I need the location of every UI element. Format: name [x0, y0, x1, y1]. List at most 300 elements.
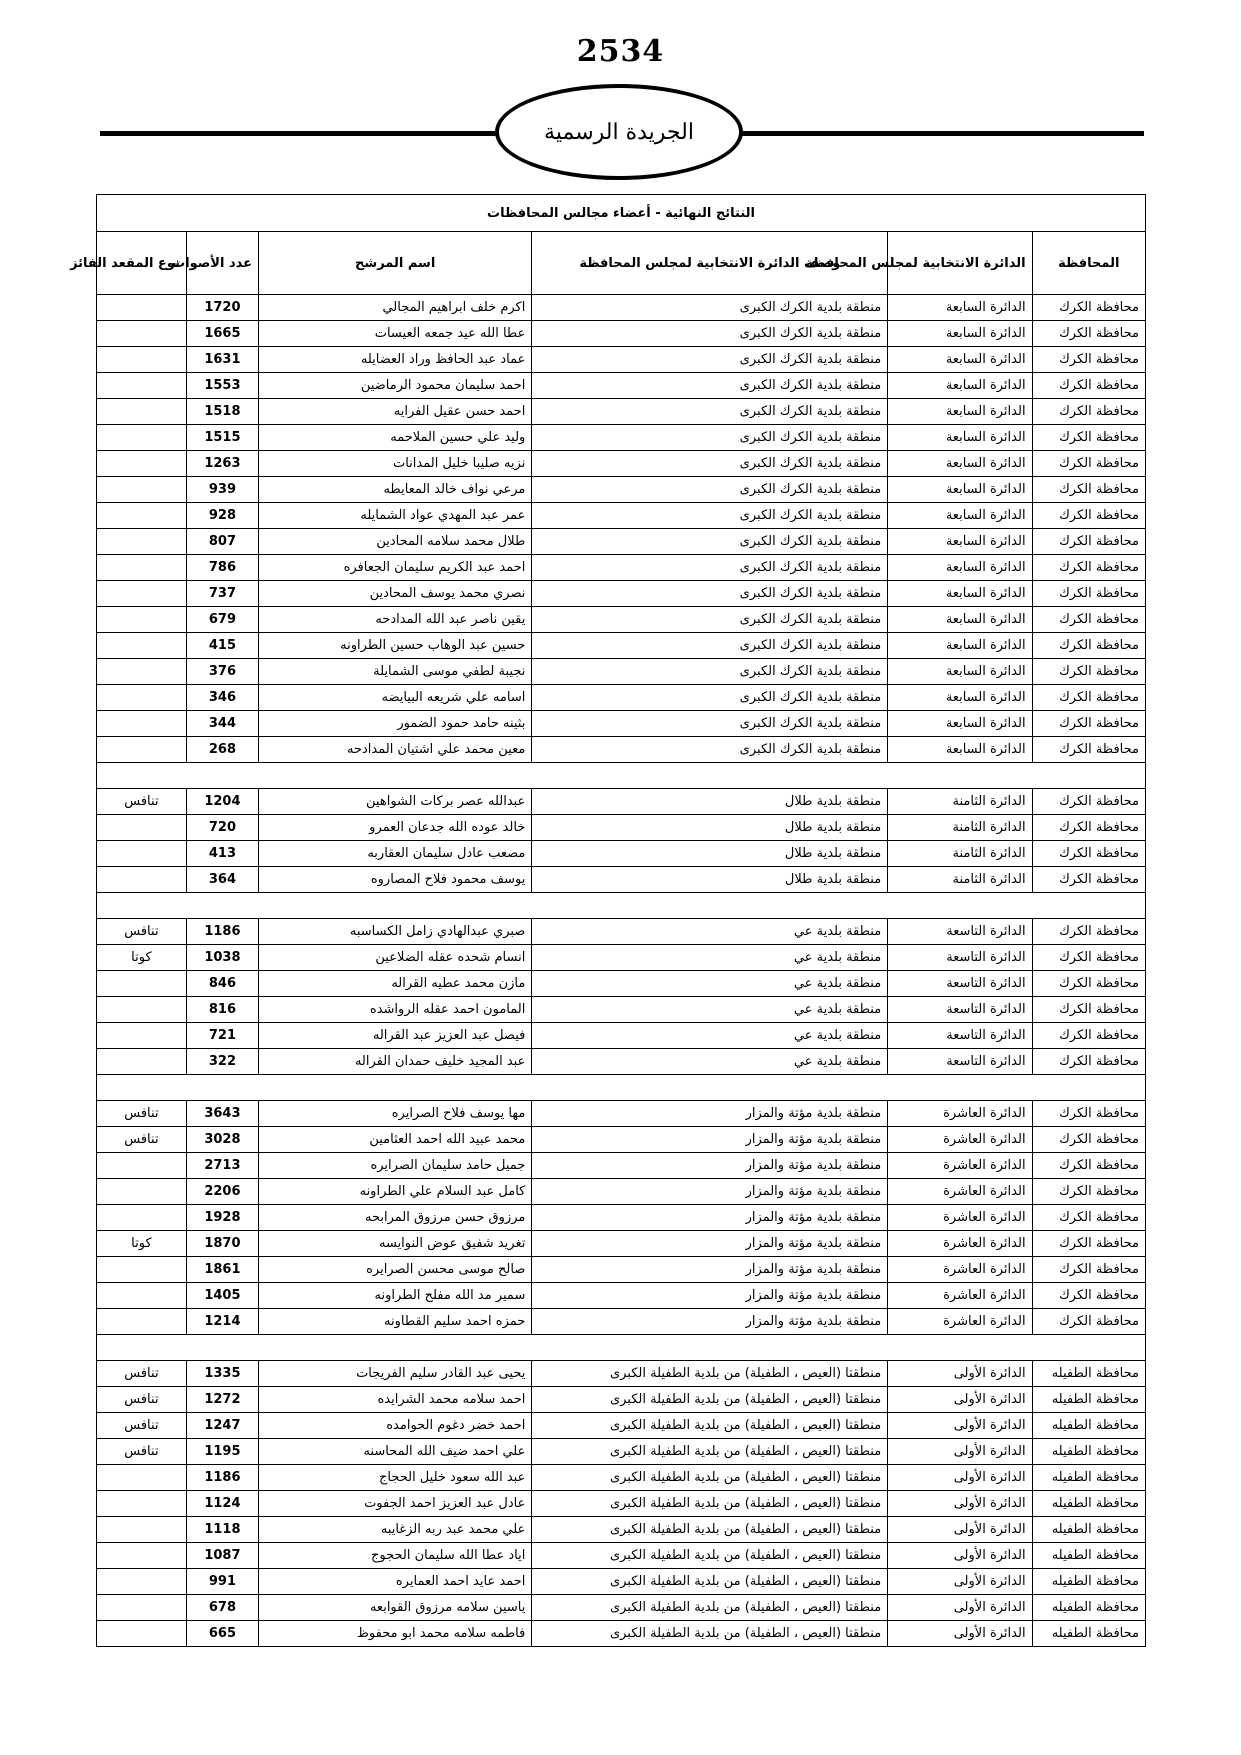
cell-district: الدائرة الأولى	[888, 1543, 1032, 1569]
table-row	[97, 1361, 1146, 1387]
cell-votes: 346	[186, 685, 258, 711]
cell-district: الدائرة الأولى	[888, 1439, 1032, 1465]
table-row	[97, 451, 1146, 477]
cell-district: الدائرة الثامنة	[888, 867, 1032, 893]
cell-area: منطقتا (العيص ، الطفيلة) من بلدية الطفيلة الكبرى	[532, 1621, 888, 1647]
cell-seat-type: كوتا	[97, 1231, 187, 1257]
cell-district: الدائرة السابعة	[888, 373, 1032, 399]
table-row	[97, 1517, 1146, 1543]
cell-governorate: محافظة الكرك	[1032, 529, 1145, 555]
cell-area: منطقة بلدية عي	[532, 997, 888, 1023]
table-row	[97, 633, 1146, 659]
cell-seat-type: تنافس	[97, 919, 187, 945]
cell-candidate: جميل حامد سليمان الصرايره	[259, 1153, 532, 1179]
cell-seat-type	[97, 659, 187, 685]
cell-governorate: محافظة الكرك	[1032, 633, 1145, 659]
cell-seat-type	[97, 477, 187, 503]
cell-area: منطقة بلدية طلال	[532, 841, 888, 867]
cell-candidate: المامون احمد عقله الرواشده	[259, 997, 532, 1023]
table-row	[97, 789, 1146, 815]
table-row	[97, 1023, 1146, 1049]
cell-votes: 1720	[186, 295, 258, 321]
cell-area: منطقة بلدية الكرك الكبرى	[532, 503, 888, 529]
cell-district: الدائرة الأولى	[888, 1387, 1032, 1413]
table-row	[97, 1621, 1146, 1647]
header-rule-left	[100, 131, 500, 136]
table-row	[97, 425, 1146, 451]
cell-candidate: صبري عبدالهادي زامل الكساسبه	[259, 919, 532, 945]
cell-seat-type	[97, 867, 187, 893]
cell-seat-type	[97, 711, 187, 737]
cell-seat-type	[97, 971, 187, 997]
cell-area: منطقة بلدية عي	[532, 971, 888, 997]
group-separator-cell	[97, 893, 1146, 919]
cell-area: منطقة بلدية الكرك الكبرى	[532, 399, 888, 425]
table-row	[97, 295, 1146, 321]
cell-votes: 344	[186, 711, 258, 737]
table-row	[97, 1465, 1146, 1491]
cell-district: الدائرة التاسعة	[888, 1049, 1032, 1075]
cell-votes: 376	[186, 659, 258, 685]
cell-votes: 1204	[186, 789, 258, 815]
cell-area: منطقة بلدية مؤتة والمزار	[532, 1231, 888, 1257]
cell-governorate: محافظة الطفيله	[1032, 1439, 1145, 1465]
cell-area: منطقتا (العيص ، الطفيلة) من بلدية الطفيلة الكبرى	[532, 1517, 888, 1543]
cell-governorate: محافظة الكرك	[1032, 1283, 1145, 1309]
cell-governorate: محافظة الطفيله	[1032, 1595, 1145, 1621]
cell-governorate: محافظة الكرك	[1032, 451, 1145, 477]
cell-district: الدائرة السابعة	[888, 581, 1032, 607]
cell-votes: 1861	[186, 1257, 258, 1283]
cell-seat-type: تنافس	[97, 1101, 187, 1127]
cell-district: الدائرة التاسعة	[888, 997, 1032, 1023]
cell-seat-type: تنافس	[97, 1439, 187, 1465]
cell-candidate: حمزه احمد سليم القطاونه	[259, 1309, 532, 1335]
cell-governorate: محافظة الكرك	[1032, 971, 1145, 997]
cell-votes: 1631	[186, 347, 258, 373]
header-district: الدائرة الانتخابية لمجلس المحافظة	[888, 232, 1032, 295]
cell-votes: 1928	[186, 1205, 258, 1231]
cell-district: الدائرة السابعة	[888, 347, 1032, 373]
cell-candidate: تغريد شفيق عوض النوايسه	[259, 1231, 532, 1257]
cell-governorate: محافظة الكرك	[1032, 1179, 1145, 1205]
cell-candidate: احمد حسن عقيل الفرايه	[259, 399, 532, 425]
cell-district: الدائرة الأولى	[888, 1491, 1032, 1517]
cell-seat-type: تنافس	[97, 1361, 187, 1387]
cell-candidate: علي احمد ضيف الله المحاسنه	[259, 1439, 532, 1465]
cell-votes: 939	[186, 477, 258, 503]
cell-votes: 415	[186, 633, 258, 659]
cell-area: منطقة بلدية الكرك الكبرى	[532, 633, 888, 659]
cell-seat-type: كوتا	[97, 945, 187, 971]
table-row	[97, 867, 1146, 893]
cell-district: الدائرة الثامنة	[888, 841, 1032, 867]
cell-governorate: محافظة الكرك	[1032, 1257, 1145, 1283]
cell-district: الدائرة العاشرة	[888, 1127, 1032, 1153]
cell-votes: 737	[186, 581, 258, 607]
cell-candidate: احمد عايد احمد العمايره	[259, 1569, 532, 1595]
cell-district: الدائرة السابعة	[888, 737, 1032, 763]
cell-votes: 1247	[186, 1413, 258, 1439]
cell-seat-type	[97, 347, 187, 373]
cell-seat-type	[97, 1205, 187, 1231]
cell-candidate: علي محمد عبد ربه الزغايبه	[259, 1517, 532, 1543]
cell-votes: 846	[186, 971, 258, 997]
cell-votes: 3028	[186, 1127, 258, 1153]
cell-candidate: مرعي نواف خالد المعايطه	[259, 477, 532, 503]
cell-district: الدائرة العاشرة	[888, 1257, 1032, 1283]
header-area: وصف الدائرة الانتخابية لمجلس المحافظة	[532, 232, 888, 295]
table-row	[97, 347, 1146, 373]
table-row	[97, 1413, 1146, 1439]
cell-governorate: محافظة الكرك	[1032, 581, 1145, 607]
cell-seat-type	[97, 503, 187, 529]
cell-seat-type	[97, 1179, 187, 1205]
cell-governorate: محافظة الكرك	[1032, 919, 1145, 945]
cell-governorate: محافظة الكرك	[1032, 503, 1145, 529]
table-row	[97, 1309, 1146, 1335]
cell-district: الدائرة الأولى	[888, 1569, 1032, 1595]
cell-area: منطقة بلدية الكرك الكبرى	[532, 477, 888, 503]
header-rule-right	[740, 131, 1144, 136]
cell-seat-type	[97, 1517, 187, 1543]
cell-district: الدائرة العاشرة	[888, 1205, 1032, 1231]
cell-district: الدائرة السابعة	[888, 685, 1032, 711]
cell-votes: 1553	[186, 373, 258, 399]
cell-district: الدائرة السابعة	[888, 295, 1032, 321]
cell-area: منطقة بلدية الكرك الكبرى	[532, 295, 888, 321]
table-row	[97, 373, 1146, 399]
cell-seat-type	[97, 321, 187, 347]
cell-governorate: محافظة الكرك	[1032, 815, 1145, 841]
cell-candidate: وليد علي حسين الملاحمه	[259, 425, 532, 451]
page-number: 2534	[576, 34, 665, 69]
cell-governorate: محافظة الكرك	[1032, 737, 1145, 763]
cell-area: منطقة بلدية طلال	[532, 789, 888, 815]
table-row	[97, 1127, 1146, 1153]
gazette-masthead	[495, 84, 743, 180]
cell-seat-type	[97, 529, 187, 555]
cell-candidate: احمد سليمان محمود الرماضين	[259, 373, 532, 399]
cell-district: الدائرة الأولى	[888, 1413, 1032, 1439]
cell-district: الدائرة العاشرة	[888, 1153, 1032, 1179]
table-row	[97, 1153, 1146, 1179]
cell-votes: 1214	[186, 1309, 258, 1335]
cell-district: الدائرة السابعة	[888, 607, 1032, 633]
cell-district: الدائرة العاشرة	[888, 1231, 1032, 1257]
table-row	[97, 919, 1146, 945]
cell-seat-type: تنافس	[97, 1413, 187, 1439]
cell-governorate: محافظة الطفيله	[1032, 1569, 1145, 1595]
header-votes: عدد الأصوات	[186, 232, 258, 295]
cell-candidate: اياد عطا الله سليمان الحجوج	[259, 1543, 532, 1569]
cell-governorate: محافظة الكرك	[1032, 295, 1145, 321]
header-seat-type: نوع المقعد الفائز	[97, 232, 187, 295]
cell-district: الدائرة السابعة	[888, 659, 1032, 685]
cell-district: الدائرة التاسعة	[888, 1023, 1032, 1049]
cell-governorate: محافظة الكرك	[1032, 789, 1145, 815]
cell-area: منطقتا (العيص ، الطفيلة) من بلدية الطفيلة الكبرى	[532, 1569, 888, 1595]
cell-governorate: محافظة الطفيله	[1032, 1491, 1145, 1517]
cell-governorate: محافظة الطفيله	[1032, 1413, 1145, 1439]
cell-seat-type	[97, 1023, 187, 1049]
group-separator	[97, 1075, 1146, 1101]
cell-seat-type	[97, 1465, 187, 1491]
group-separator	[97, 1335, 1146, 1361]
table-row	[97, 737, 1146, 763]
cell-seat-type	[97, 1543, 187, 1569]
cell-candidate: عبدالله عصر بركات الشواهين	[259, 789, 532, 815]
cell-governorate: محافظة الكرك	[1032, 1049, 1145, 1075]
cell-seat-type: تنافس	[97, 1127, 187, 1153]
cell-votes: 678	[186, 1595, 258, 1621]
cell-votes: 1870	[186, 1231, 258, 1257]
cell-candidate: عبد الله سعود خليل الحجاج	[259, 1465, 532, 1491]
table-row	[97, 1205, 1146, 1231]
cell-votes: 1038	[186, 945, 258, 971]
cell-seat-type	[97, 581, 187, 607]
cell-area: منطقة بلدية مؤتة والمزار	[532, 1179, 888, 1205]
cell-seat-type	[97, 425, 187, 451]
cell-district: الدائرة السابعة	[888, 425, 1032, 451]
table-row	[97, 685, 1146, 711]
cell-votes: 364	[186, 867, 258, 893]
cell-area: منطقة بلدية الكرك الكبرى	[532, 607, 888, 633]
cell-votes: 1186	[186, 919, 258, 945]
group-separator	[97, 893, 1146, 919]
cell-area: منطقة بلدية الكرك الكبرى	[532, 685, 888, 711]
cell-area: منطقة بلدية مؤتة والمزار	[532, 1127, 888, 1153]
cell-district: الدائرة التاسعة	[888, 971, 1032, 997]
cell-area: منطقتا (العيص ، الطفيلة) من بلدية الطفيلة الكبرى	[532, 1595, 888, 1621]
cell-seat-type	[97, 997, 187, 1023]
cell-votes: 1515	[186, 425, 258, 451]
cell-candidate: يحيى عبد القادر سليم الفريجات	[259, 1361, 532, 1387]
group-separator	[97, 763, 1146, 789]
cell-area: منطقة بلدية عي	[532, 919, 888, 945]
cell-votes: 1263	[186, 451, 258, 477]
cell-votes: 413	[186, 841, 258, 867]
cell-governorate: محافظة الكرك	[1032, 1309, 1145, 1335]
cell-votes: 720	[186, 815, 258, 841]
cell-governorate: محافظة الكرك	[1032, 945, 1145, 971]
cell-seat-type: تنافس	[97, 789, 187, 815]
cell-area: منطقة بلدية الكرك الكبرى	[532, 581, 888, 607]
cell-area: منطقة بلدية الكرك الكبرى	[532, 321, 888, 347]
cell-votes: 928	[186, 503, 258, 529]
table-row	[97, 711, 1146, 737]
cell-area: منطقتا (العيص ، الطفيلة) من بلدية الطفيلة الكبرى	[532, 1387, 888, 1413]
cell-district: الدائرة السابعة	[888, 529, 1032, 555]
cell-seat-type	[97, 555, 187, 581]
cell-votes: 1272	[186, 1387, 258, 1413]
cell-area: منطقة بلدية عي	[532, 1023, 888, 1049]
cell-district: الدائرة الأولى	[888, 1465, 1032, 1491]
cell-candidate: بثينه حامد حمود الضمور	[259, 711, 532, 737]
table-header-row	[97, 232, 1146, 295]
cell-district: الدائرة السابعة	[888, 477, 1032, 503]
table-row	[97, 1049, 1146, 1075]
cell-candidate: كامل عبد السلام علي الطراونه	[259, 1179, 532, 1205]
cell-area: منطقة بلدية الكرك الكبرى	[532, 451, 888, 477]
cell-seat-type	[97, 399, 187, 425]
cell-governorate: محافظة الكرك	[1032, 321, 1145, 347]
cell-votes: 268	[186, 737, 258, 763]
cell-seat-type	[97, 841, 187, 867]
cell-area: منطقة بلدية الكرك الكبرى	[532, 555, 888, 581]
cell-governorate: محافظة الكرك	[1032, 425, 1145, 451]
cell-governorate: محافظة الكرك	[1032, 867, 1145, 893]
cell-district: الدائرة التاسعة	[888, 919, 1032, 945]
cell-candidate: احمد خضر دغوم الحوامده	[259, 1413, 532, 1439]
cell-area: منطقتا (العيص ، الطفيلة) من بلدية الطفيلة الكبرى	[532, 1439, 888, 1465]
cell-district: الدائرة العاشرة	[888, 1179, 1032, 1205]
cell-governorate: محافظة الطفيله	[1032, 1543, 1145, 1569]
cell-governorate: محافظة الكرك	[1032, 555, 1145, 581]
cell-area: منطقة بلدية عي	[532, 945, 888, 971]
cell-seat-type	[97, 607, 187, 633]
header-candidate: اسم المرشح	[259, 232, 532, 295]
cell-area: منطقة بلدية عي	[532, 1049, 888, 1075]
table-row	[97, 399, 1146, 425]
cell-votes: 816	[186, 997, 258, 1023]
cell-area: منطقتا (العيص ، الطفيلة) من بلدية الطفيلة الكبرى	[532, 1543, 888, 1569]
cell-candidate: مازن محمد عطيه القراله	[259, 971, 532, 997]
cell-area: منطقة بلدية الكرك الكبرى	[532, 659, 888, 685]
cell-candidate: عمر عبد المهدي عواد الشمايله	[259, 503, 532, 529]
cell-governorate: محافظة الكرك	[1032, 477, 1145, 503]
cell-district: الدائرة السابعة	[888, 451, 1032, 477]
table-row	[97, 1231, 1146, 1257]
cell-seat-type	[97, 295, 187, 321]
cell-governorate: محافظة الكرك	[1032, 347, 1145, 373]
cell-candidate: عماد عبد الحافظ وراد العضايله	[259, 347, 532, 373]
group-separator-cell	[97, 763, 1146, 789]
table-row	[97, 1439, 1146, 1465]
cell-seat-type	[97, 737, 187, 763]
cell-seat-type	[97, 1621, 187, 1647]
cell-candidate: يقين ناصر عبد الله المدادحه	[259, 607, 532, 633]
cell-votes: 807	[186, 529, 258, 555]
table-row	[97, 607, 1146, 633]
cell-candidate: عادل عبد العزيز احمد الجفوت	[259, 1491, 532, 1517]
cell-candidate: حسين عبد الوهاب حسين الطراونه	[259, 633, 532, 659]
cell-candidate: عطا الله عيد جمعه العيسات	[259, 321, 532, 347]
cell-seat-type: تنافس	[97, 1387, 187, 1413]
cell-governorate: محافظة الكرك	[1032, 1231, 1145, 1257]
cell-votes: 1087	[186, 1543, 258, 1569]
cell-area: منطقة بلدية مؤتة والمزار	[532, 1153, 888, 1179]
cell-votes: 2713	[186, 1153, 258, 1179]
cell-area: منطقة بلدية الكرك الكبرى	[532, 425, 888, 451]
cell-governorate: محافظة الكرك	[1032, 997, 1145, 1023]
cell-votes: 679	[186, 607, 258, 633]
results-body	[97, 295, 1146, 1647]
cell-district: الدائرة السابعة	[888, 711, 1032, 737]
cell-seat-type	[97, 685, 187, 711]
cell-governorate: محافظة الكرك	[1032, 607, 1145, 633]
table-title-row	[97, 195, 1146, 232]
cell-district: الدائرة الثامنة	[888, 789, 1032, 815]
cell-governorate: محافظة الكرك	[1032, 1205, 1145, 1231]
cell-votes: 1118	[186, 1517, 258, 1543]
cell-area: منطقة بلدية الكرك الكبرى	[532, 373, 888, 399]
cell-area: منطقة بلدية طلال	[532, 867, 888, 893]
group-separator-cell	[97, 1075, 1146, 1101]
cell-seat-type	[97, 633, 187, 659]
cell-candidate: محمد عبيد الله احمد العثامين	[259, 1127, 532, 1153]
cell-district: الدائرة التاسعة	[888, 945, 1032, 971]
cell-seat-type	[97, 1595, 187, 1621]
cell-votes: 721	[186, 1023, 258, 1049]
cell-district: الدائرة السابعة	[888, 399, 1032, 425]
cell-governorate: محافظة الطفيله	[1032, 1361, 1145, 1387]
table-row	[97, 1257, 1146, 1283]
cell-governorate: محافظة الطفيله	[1032, 1621, 1145, 1647]
cell-district: الدائرة العاشرة	[888, 1283, 1032, 1309]
table-row	[97, 815, 1146, 841]
cell-area: منطقة بلدية مؤتة والمزار	[532, 1309, 888, 1335]
cell-governorate: محافظة الكرك	[1032, 659, 1145, 685]
cell-votes: 1518	[186, 399, 258, 425]
cell-governorate: محافظة الطفيله	[1032, 1465, 1145, 1491]
table-row	[97, 555, 1146, 581]
cell-seat-type	[97, 1569, 187, 1595]
cell-governorate: محافظة الكرك	[1032, 399, 1145, 425]
cell-seat-type	[97, 1153, 187, 1179]
cell-area: منطقة بلدية الكرك الكبرى	[532, 711, 888, 737]
cell-district: الدائرة الأولى	[888, 1361, 1032, 1387]
cell-governorate: محافظة الكرك	[1032, 373, 1145, 399]
cell-governorate: محافظة الطفيله	[1032, 1517, 1145, 1543]
cell-candidate: مصعب عادل سليمان العقاربه	[259, 841, 532, 867]
cell-governorate: محافظة الكرك	[1032, 1023, 1145, 1049]
table-row	[97, 841, 1146, 867]
cell-candidate: احمد سلامه محمد الشرايده	[259, 1387, 532, 1413]
cell-district: الدائرة السابعة	[888, 633, 1032, 659]
cell-governorate: محافظة الكرك	[1032, 711, 1145, 737]
cell-candidate: صالح موسى محسن الصرايره	[259, 1257, 532, 1283]
table-row	[97, 1543, 1146, 1569]
cell-governorate: محافظة الكرك	[1032, 1127, 1145, 1153]
cell-votes: 786	[186, 555, 258, 581]
cell-area: منطقتا (العيص ، الطفيلة) من بلدية الطفيلة الكبرى	[532, 1413, 888, 1439]
cell-area: منطقة بلدية الكرك الكبرى	[532, 529, 888, 555]
cell-district: الدائرة الأولى	[888, 1517, 1032, 1543]
table-row	[97, 477, 1146, 503]
cell-seat-type	[97, 451, 187, 477]
table-row	[97, 1179, 1146, 1205]
cell-candidate: خالد عوده الله جدعان العمرو	[259, 815, 532, 841]
cell-governorate: محافظة الكرك	[1032, 685, 1145, 711]
cell-seat-type	[97, 1257, 187, 1283]
cell-candidate: فاطمه سلامه محمد ابو محفوظ	[259, 1621, 532, 1647]
cell-candidate: نجيبة لطفي موسى الشمايلة	[259, 659, 532, 685]
cell-seat-type	[97, 815, 187, 841]
cell-seat-type	[97, 1283, 187, 1309]
table-title: النتائج النهائية - أعضاء مجالس المحافظات	[97, 195, 1146, 232]
masthead-label: الجريدة الرسمية	[544, 119, 694, 145]
cell-district: الدائرة السابعة	[888, 503, 1032, 529]
cell-candidate: يوسف محمود فلاح المصاروه	[259, 867, 532, 893]
cell-candidate: اكرم خلف ابراهيم المجالي	[259, 295, 532, 321]
table-row	[97, 997, 1146, 1023]
cell-seat-type	[97, 373, 187, 399]
cell-votes: 1186	[186, 1465, 258, 1491]
cell-governorate: محافظة الطفيله	[1032, 1387, 1145, 1413]
cell-votes: 322	[186, 1049, 258, 1075]
cell-votes: 665	[186, 1621, 258, 1647]
